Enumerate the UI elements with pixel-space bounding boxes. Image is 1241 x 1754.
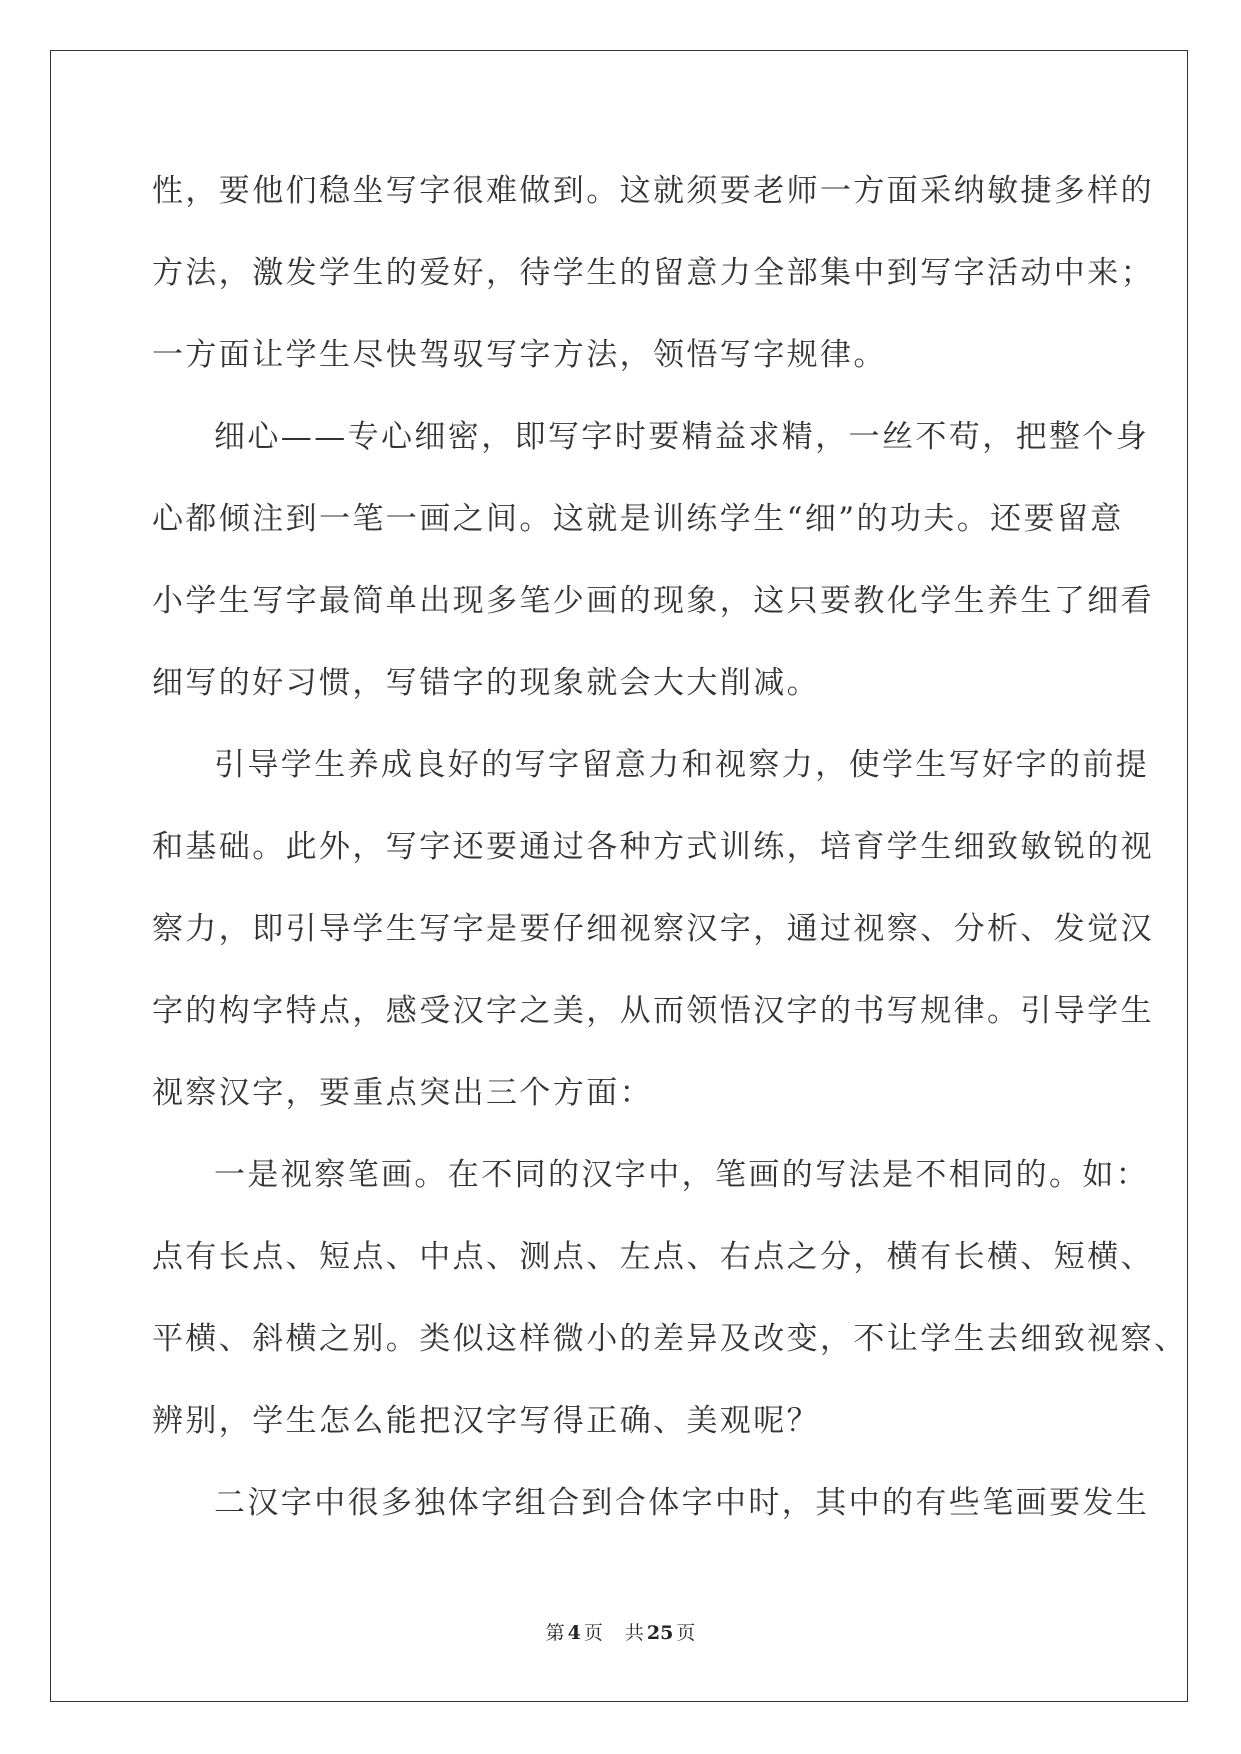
text-line-16: 辨别，学生怎么能把汉字写得正确、美观呢？ xyxy=(152,1403,820,1439)
page-footer xyxy=(0,1618,1241,1645)
text-line-5: 心都倾注到一笔一画之间。这就是训练学生“细”的功夫。还要留意 xyxy=(152,501,1124,537)
footer-page-word: 页 xyxy=(583,1622,603,1644)
text-line-3: 一方面让学生尽快驾驭写字方法，领悟写字规律。 xyxy=(152,337,887,373)
current-page-number: 4 xyxy=(567,1622,581,1644)
text-line-13: 一是视察笔画。在不同的汉字中，笔画的写法是不相同的。如： xyxy=(214,1157,1150,1193)
text-line-8: 引导学生养成良好的写字留意力和视察力，使学生写好字的前提 xyxy=(214,747,1150,783)
text-line-6: 小学生写字最简单出现多笔少画的现象，这只要教化学生养生了细看 xyxy=(152,583,1154,619)
text-line-15: 平横、斜横之别。类似这样微小的差异及改变，不让学生去细致视察、 xyxy=(152,1321,1188,1357)
text-line-2: 方法，激发学生的爱好，待学生的留意力全部集中到写字活动中来； xyxy=(152,255,1154,291)
text-line-17: 二汉字中很多独体字组合到合体字中时，其中的有些笔画要发生 xyxy=(214,1485,1150,1521)
text-line-4: 细心——专心细密，即写字时要精益求精，一丝不苟，把整个身 xyxy=(214,419,1150,455)
document-body xyxy=(152,150,1188,1544)
footer-prefix: 第 xyxy=(545,1622,565,1644)
text-line-12: 视察汉字，要重点突出三个方面： xyxy=(152,1075,653,1111)
text-line-9: 和基础。此外，写字还要通过各种方式训练，培育学生细致敏锐的视 xyxy=(152,829,1154,865)
text-line-1: 性，要他们稳坐写字很难做到。这就须要老师一方面采纳敏捷多样的 xyxy=(152,173,1154,209)
text-line-14: 点有长点、短点、中点、测点、左点、右点之分，横有长横、短横、 xyxy=(152,1239,1154,1275)
footer-total-prefix: 共 xyxy=(624,1622,644,1644)
footer-total-suffix: 页 xyxy=(676,1622,696,1644)
text-line-7: 细写的好习惯，写错字的现象就会大大削减。 xyxy=(152,665,820,701)
text-line-10: 察力，即引导学生写字是要仔细视察汉字，通过视察、分析、发觉汉 xyxy=(152,911,1154,947)
text-line-11: 字的构字特点，感受汉字之美，从而领悟汉字的书写规律。引导学生 xyxy=(152,993,1154,1029)
total-pages-number: 25 xyxy=(646,1622,674,1644)
